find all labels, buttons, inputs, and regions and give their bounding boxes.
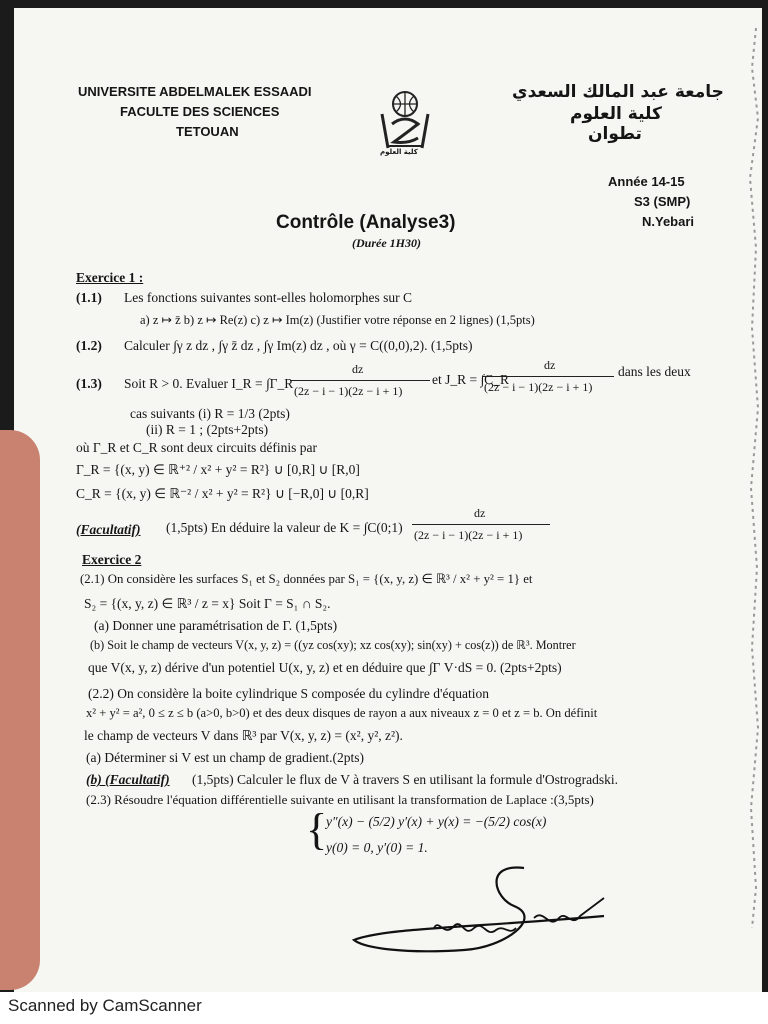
question-2-1-a: (a) Donner une paramétrisation de Γ. (1,5pts) [94,618,338,633]
question-1-3-case-1: cas suivants (i) R = 1/3 (2pts) [130,406,290,421]
faculty-name-fr: FACULTE DES SCIENCES [120,104,280,119]
question-1-1-items: a) z ↦ z̄ b) z ↦ Re(z) c) z ↦ Im(z) (Justifier votre réponse en 2 lignes) (1,5pts) [140,313,535,327]
question-2-2-line-1: (2.2) On considère la boite cylindrique S composée du cylindre d'équation [88,686,489,701]
differential-equation: y″(x) − (5/2) y′(x) + y(x) = −(5/2) cos(x) [326,814,547,829]
exam-title: Contrôle (Analyse3) [276,212,456,233]
question-2-2-line-2: x² + y² = a², 0 ≤ z ≤ b (a>0, b>0) et des deux disques de rayon a aux niveaux z = 0 et z = b. On définit [86,706,598,720]
question-2-1-b-cont: que V(x, y, z) dérive d'un potentiel U(x, y, z) et en déduire que ∫Γ V·dS = 0. (2pts+2pts) [88,660,562,675]
academic-year: Année 14-15 [608,174,685,189]
torn-edge-decoration [732,28,762,928]
question-1-1-text: Les fonctions suivantes sont-elles holomorphes sur C [124,290,412,305]
city-name-fr: TETOUAN [176,124,239,139]
exercise-2-heading: Exercice 2 [82,552,142,567]
city-name-ar: تطوان [588,124,642,144]
question-2-2-b: (1,5pts) Calculer le flux de V à travers S en utilisant la formule d'Ostrogradski. [192,772,618,787]
optional-question-1: (1,5pts) En déduire la valeur de K = ∫C(0;1) [166,520,403,535]
question-1-3-number: (1.3) [76,376,102,391]
question-2-2-line-3: le champ de vecteurs V dans ℝ³ par V(x, y, z) = (x², y², z²). [84,728,403,743]
integral-I-numerator: dz [352,362,364,376]
logo-caption: كلية العلوم [380,148,418,156]
exam-duration: (Durée 1H30) [352,236,421,250]
integral-J-numerator: dz [544,358,556,372]
optional-label-2: (b) (Facultatif) [86,772,170,787]
question-2-1-line-1: (2.1) On considère les surfaces S₁ et S₂ données par S₁ = {(x, y, z) ∈ ℝ³ / x² + y² = 1} et [80,572,533,586]
question-1-3-J-lead: et J_R = ∫C_R [432,372,509,387]
gamma-definition: Γ_R = {(x, y) ∈ ℝ⁺² / x² + y² = R²} ∪ [0,R] ∪ [R,0] [76,462,360,477]
exercise-1-heading: Exercice 1 : [76,270,144,285]
question-1-3-case-2: (ii) R = 1 ; (2pts+2pts) [146,422,269,437]
integral-K-fraction-bar [412,524,550,525]
c-definition: C_R = {(x, y) ∈ ℝ⁻² / x² + y² = R²} ∪ [−R,0] ∪ [0,R] [76,486,369,501]
question-1-2-number: (1.2) [76,338,102,353]
question-1-1-number: (1.1) [76,290,102,305]
question-1-3-lead: Soit R > 0. Evaluer I_R = ∫Γ_R [124,376,294,391]
integral-I-fraction-bar [290,380,430,381]
semester-label: S3 (SMP) [634,194,691,209]
question-2-2-a: (a) Déterminer si V est un champ de gradient.(2pts) [86,750,365,765]
university-name-ar: جامعة عبد المالك السعدي [512,82,724,102]
integral-K-denominator: (2z − i − 1)(2z − i + 1) [414,528,523,542]
question-1-2-text: Calculer ∫γ z dz , ∫γ z̄ dz , ∫γ Im(z) dz , où γ = C((0,0),2). (1,5pts) [124,338,473,353]
author-name: N.Yebari [642,214,695,229]
handwritten-signature [344,858,644,978]
integral-K-numerator: dz [474,506,486,520]
question-2-1-line-2: S₂ = {(x, y, z) ∈ ℝ³ / z = x} Soit Γ = S₁ ∩ S₂. [84,596,331,611]
question-2-3: (2.3) Résoudre l'équation différentielle suivante en utilisant la transformation de Laplace :(3,5pts) [86,792,594,807]
holding-hand [0,430,40,990]
integral-J-fraction-bar [482,376,614,377]
faculty-name-ar: كلية العلوم [570,104,662,124]
scanner-footer [0,992,768,1024]
question-2-1-b: (b) Soit le champ de vecteurs V(x, y, z) = ((yz cos(xy); xz cos(xy); sin(xy) + cos(z)) de ℝ³. Montrer [90,638,576,652]
exam-paper [14,8,762,992]
equation-brace: { [306,805,328,854]
integral-J-denominator: (2z − i − 1)(2z − i + 1) [484,380,593,394]
circuits-definition: où Γ_R et C_R sont deux circuits définis par [76,440,318,455]
university-name-fr: UNIVERSITE ABDELMALEK ESSAADI [78,84,312,99]
scanner-watermark: Scanned by CamScanner [8,996,202,1015]
integral-I-denominator: (2z − i − 1)(2z − i + 1) [294,384,403,398]
question-1-3-tail: dans les deux [618,364,691,379]
optional-label-1: (Facultatif) [76,522,141,537]
initial-conditions: y(0) = 0, y′(0) = 1. [326,840,428,855]
